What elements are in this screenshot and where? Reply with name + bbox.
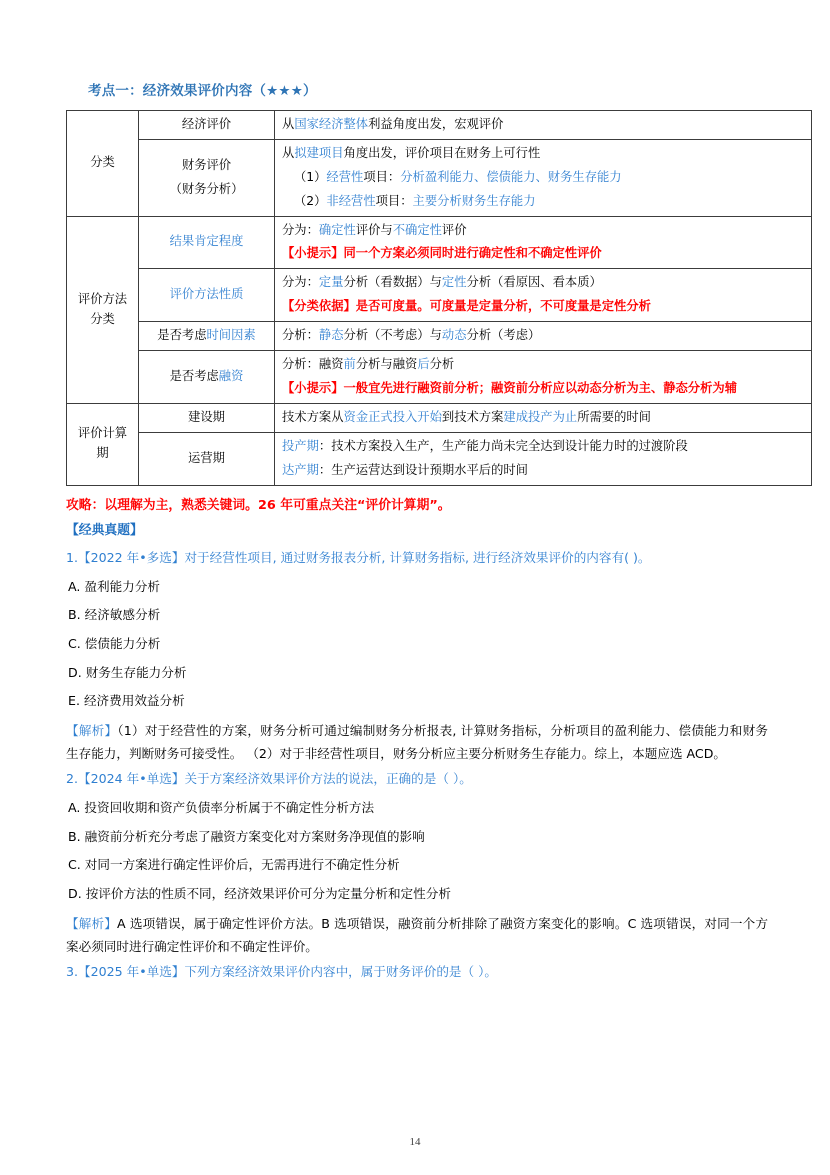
question-option: D. 按评价方法的性质不同，经济效果评价可分为定量分析和定性分析 (68, 885, 451, 901)
table-row (67, 432, 812, 485)
table-body (67, 110, 812, 485)
table-row (67, 403, 812, 432)
question-option: D. 财务生存能力分析 (68, 664, 187, 680)
table-row-label: 结果肯定程度 (139, 216, 275, 269)
table-row (67, 216, 812, 269)
page-content (66, 82, 768, 986)
table-row-label: 评价方法性质 (139, 269, 275, 322)
table-cell-content: 分为：确定性评价与不确定性评价 【小提示】同一个方案必须同时进行确定性和不确定性评价 (275, 216, 812, 269)
knowledge-table (66, 110, 812, 486)
table-cell-content: 投产期：技术方案投入生产，生产能力尚未完全达到设计能力时的过渡阶段 达产期：生产运营达到设计预期水平后的时间 (275, 432, 812, 485)
table-section-label: 评价方法分类 (67, 216, 139, 403)
table-row (67, 322, 812, 351)
question-option: C. 偿债能力分析 (68, 636, 161, 652)
questions-container (66, 547, 768, 984)
table-row-label: 建设期 (139, 403, 275, 432)
table-cell-content: 分为：定量分析（看数据）与定性分析（看原因、看本质） 【分类依据】是否可度量。可度量是定量分析，不可度量是定性分析 (275, 269, 812, 322)
question-option: E. 经济费用效益分析 (68, 693, 185, 709)
table-cell-content: 技术方案从资金正式投入开始到技术方案建成投产为止所需要的时间 (275, 403, 812, 432)
table-row-label: 运营期 (139, 432, 275, 485)
table-row (67, 351, 812, 404)
table-row (67, 139, 812, 216)
question-block (66, 961, 768, 984)
question-block (66, 547, 768, 765)
question-stem: 2.【2024 年•单选】关于方案经济效果评价方法的说法，正确的是（ ）。 (66, 771, 472, 787)
question-option: B. 融资前分析充分考虑了融资方案变化对方案财务净现值的影响 (68, 828, 425, 844)
classic-questions-label: 【经典真题】 (66, 523, 143, 539)
question-block (66, 768, 768, 958)
table-cell-content: 从拟建项目角度出发，评价项目在财务上可行性 （1）经营性项目：分析盈利能力、偿债能力、财务生存能力 （2）非经营性项目：主要分析财务生存能力 (275, 139, 812, 216)
question-explanation: 【解析】A 选项错误，属于确定性评价方法。B 选项错误，融资前分析排除了融资方案变化的影响。C 选项错误，对同一个方案必须同时进行确定性评价和不确定性评价。 (66, 915, 768, 954)
page-title: 考点一：经济效果评价内容（★★★） (88, 83, 317, 99)
question-stem: 1.【2022 年•多选】对于经营性项目, 通过财务报表分析, 计算财务指标, 进行经济效果评价的内容有( )。 (66, 550, 651, 566)
question-option: A. 投资回收期和资产负债率分析属于不确定性分析方法 (68, 800, 375, 816)
question-option: A. 盈利能力分析 (68, 578, 160, 594)
question-explanation: 【解析】（1）对于经营性的方案，财务分析可通过编制财务分析报表, 计算财务指标，分析项目的盈利能力、偿债能力和财务生存能力，判断财务可接受性。 （2）对于非经营性项目，财务分析应主要分析财务生存能力。综上，本题应选 ACD。 (66, 723, 768, 762)
strategy-note: 攻略：以理解为主，熟悉关键词。26 年可重点关注“评价计算期”。 (66, 497, 451, 513)
question-option: B. 经济敏感分析 (68, 607, 161, 623)
table-row-label: 财务评价 （财务分析） (139, 139, 275, 216)
table-section-label: 分类 (67, 110, 139, 216)
explanation-label: 【解析】 (66, 723, 118, 739)
question-option: C. 对同一方案进行确定性评价后，无需再进行不确定性分析 (68, 857, 400, 873)
page-number: 14 (409, 1136, 421, 1148)
question-stem: 3.【2025 年•单选】下列方案经济效果评价内容中，属于财务评价的是（ ）。 (66, 963, 498, 979)
table-cell-content: 从国家经济整体利益角度出发，宏观评价 (275, 110, 812, 139)
table-row (67, 110, 812, 139)
table-section-label: 评价计算期 (67, 403, 139, 485)
explanation-label: 【解析】 (66, 915, 118, 931)
table-row-label: 是否考虑时间因素 (139, 322, 275, 351)
table-row-label: 是否考虑融资 (139, 351, 275, 404)
table-row-label: 经济评价 (139, 110, 275, 139)
table-cell-content: 分析：融资前分析与融资后分析 【小提示】一般宜先进行融资前分析；融资前分析应以动态分析为主、静态分析为辅 (275, 351, 812, 404)
table-row (67, 269, 812, 322)
table-cell-content: 分析：静态分析（不考虑）与动态分析（考虑） (275, 322, 812, 351)
